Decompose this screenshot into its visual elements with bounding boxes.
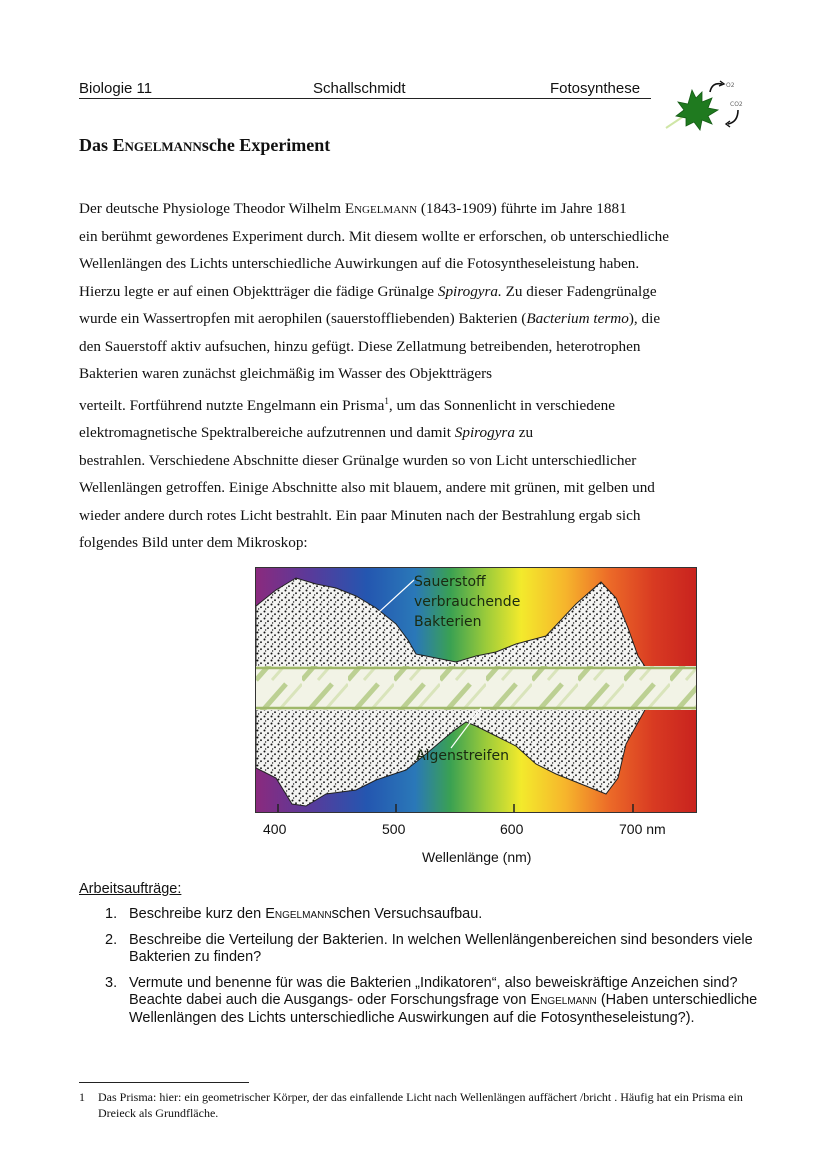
o2-label: O2 bbox=[726, 82, 735, 89]
text-line: Hierzu legte er auf einen Objektträger die fädige Grünalge Spirogyra. Zu dieser Fadengrünalge bbox=[79, 282, 657, 300]
footnote-ref[interactable]: 1 bbox=[384, 395, 389, 406]
page-header bbox=[79, 80, 651, 99]
tick-700: 700 nm bbox=[619, 821, 666, 837]
text-line: verteilt. Fortführend nutzte Engelmann ein Prisma$^1$, um das Sonnenlicht in verschiedene bbox=[79, 395, 615, 414]
footnote bbox=[79, 1089, 759, 1121]
tick-600: 600 bbox=[500, 821, 524, 837]
text-line: Bakterien waren zunächst gleichmäßig im Wasser des Objektträgers bbox=[79, 365, 493, 382]
label-bacteria: Sauerstoff bbox=[414, 574, 486, 590]
text-line: ein berühmt gewordenes Experiment durch. Mit diesem wollte er erforschen, ob unterschiedliche bbox=[79, 227, 670, 245]
text-line: wieder andere durch rotes Licht bestrahlt. Ein paar Minuten nach der Bestrahlung ergab sich bbox=[79, 506, 641, 524]
header-author: Schallschmidt bbox=[313, 80, 406, 97]
tasks-heading: Arbeitsaufträge: bbox=[79, 881, 182, 897]
task-item: 3. Vermute und benenne für was die Bakterien „Indikatoren“, also beweiskräftige Anzeichen sind? Beachte dabei auch die Ausgangs- oder Forschungsfrage von Engelmann (Haben unterschiedliche Wellenlängen des Lichts unterschiedliche Auswirkungen auf die Fotosyntheseleistung?). bbox=[105, 974, 758, 1026]
label-alga: Algenstreifen bbox=[416, 748, 509, 764]
tick-500: 500 bbox=[382, 821, 406, 837]
text-line: elektromagnetische Spektralbereiche aufzutrennen und damit Spirogyra zu bbox=[79, 424, 534, 442]
footnote-divider bbox=[79, 1082, 249, 1083]
text-line: wurde ein Wassertropfen mit aerophilen (sauerstoffliebenden) Bakterien (Bacterium termo), die bbox=[79, 310, 661, 327]
header-topic: Fotosynthese bbox=[550, 80, 641, 97]
header-subject: Biologie 11 bbox=[79, 80, 153, 97]
page-title: Das Engelmannsche Experiment bbox=[79, 135, 331, 155]
text-line: Wellenlängen des Lichts unterschiedliche Auwirkungen auf die Fotosyntheseleistung haben. bbox=[79, 255, 640, 272]
axis-title: Wellenlänge (nm) bbox=[422, 849, 532, 865]
text-line: folgendes Bild unter dem Mikroskop: bbox=[79, 534, 308, 552]
tick-400: 400 bbox=[263, 821, 287, 837]
alga-filament bbox=[256, 666, 697, 710]
task-item: 1. Beschreibe kurz den Engelmannschen Versuchsaufbau. bbox=[105, 906, 483, 922]
text-line: den Sauerstoff aktiv aufsuchen, hinzu gefügt. Diese Zellatmung betreibenden, heterotrophen bbox=[79, 337, 641, 355]
svg-text:verbrauchende: verbrauchende bbox=[414, 594, 521, 610]
maple-leaf-icon bbox=[662, 78, 758, 138]
text-line: Der deutsche Physiologe Theodor Wilhelm Engelmann (1843-1909) führte im Jahre 1881 bbox=[79, 200, 627, 217]
footnote-number: 1 bbox=[79, 1090, 85, 1104]
task-list bbox=[79, 906, 769, 1035]
task-item: 2. Beschreibe die Verteilung der Bakterien. In welchen Wellenlängenbereichen sind besonders viele Bakterien zu finden? bbox=[105, 931, 753, 965]
intro-text bbox=[79, 195, 769, 557]
text-line: bestrahlen. Verschiedene Abschnitte dieser Grünalge wurden so von Licht unterschiedlicher bbox=[79, 451, 637, 469]
engelmann-spectrum-figure bbox=[255, 567, 697, 813]
footnote-text: Das Prisma: hier: ein geometrischer Körper, der das einfallende Licht nach Wellenlängen auffächert /bricht . Häufig hat ein Prisma ein Dreieck als Grundfläche. bbox=[98, 1090, 743, 1120]
co2-label: CO2 bbox=[730, 101, 743, 108]
svg-text:Bakterien: Bakterien bbox=[414, 614, 482, 630]
engelmann-name: Engelmann bbox=[112, 135, 202, 155]
wavelength-axis bbox=[255, 815, 715, 875]
text-line: Wellenlängen getroffen. Einige Abschnitte also mit blauem, andere mit grünen, mit gelben und bbox=[79, 479, 655, 497]
